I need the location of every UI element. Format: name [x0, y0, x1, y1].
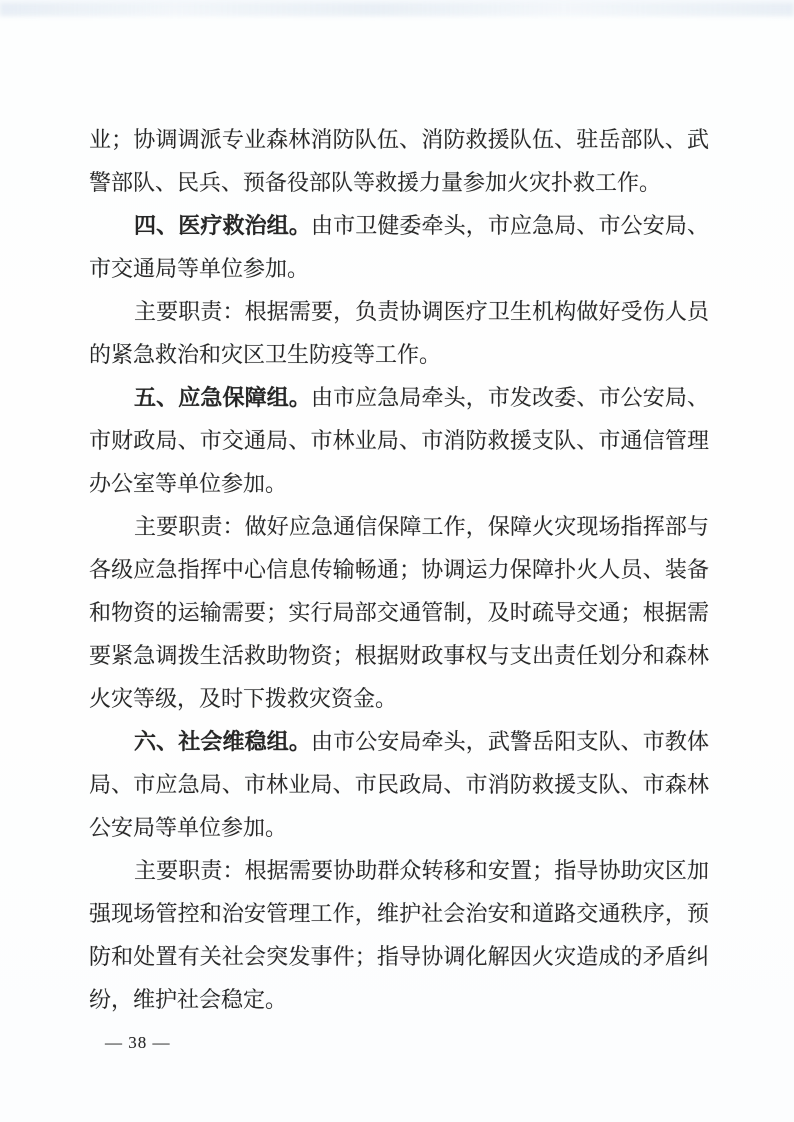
document-body	[89, 118, 709, 1021]
body-text: 由市应急局牵头，市发改委、市公安局、	[310, 385, 709, 410]
body-text: 要紧急调拨生活救助物资；根据财政事权与支出责任划分和森林	[89, 643, 709, 668]
body-text: 强现场管控和治安管理工作，维护社会治安和道路交通秩序，预	[89, 901, 709, 926]
section-heading: 六、社会维稳组。	[134, 729, 311, 754]
text-line	[89, 634, 709, 677]
text-line	[89, 247, 709, 290]
text-line	[89, 290, 709, 333]
text-line	[89, 591, 709, 634]
body-text: 和物资的运输需要；实行局部交通管制，及时疏导交通；根据需	[89, 600, 709, 625]
body-text: 警部队、民兵、预备役部队等救援力量参加火灾扑救工作。	[89, 170, 662, 195]
text-line	[89, 505, 709, 548]
body-text: 公安局等单位参加。	[89, 815, 288, 840]
text-line	[89, 720, 709, 763]
page-number: — 38 —	[105, 1033, 171, 1052]
text-line	[89, 677, 709, 720]
text-line	[89, 849, 709, 892]
body-text: 主要职责：根据需要协助群众转移和安置；指导协助灾区加	[134, 858, 709, 883]
body-text: 的紧急救治和灾区卫生防疫等工作。	[89, 342, 442, 367]
body-text: 防和处置有关社会突发事件；指导协调化解因火灾造成的矛盾纠	[89, 944, 709, 969]
text-line	[89, 763, 709, 806]
body-text: 局、市应急局、市林业局、市民政局、市消防救援支队、市森林	[89, 772, 709, 797]
text-line	[89, 935, 709, 978]
text-line	[89, 161, 709, 204]
text-line	[89, 419, 709, 462]
body-text: 业；协调调派专业森林消防队伍、消防救援队伍、驻岳部队、武	[89, 127, 709, 152]
section-heading: 五、应急保障组。	[134, 385, 311, 410]
body-text: 由市公安局牵头，武警岳阳支队、市教体	[310, 729, 709, 754]
body-text: 各级应急指挥中心信息传输畅通；协调运力保障扑火人员、装备	[89, 557, 709, 582]
body-text: 市财政局、市交通局、市林业局、市消防救援支队、市通信管理	[89, 428, 709, 453]
section-heading: 四、医疗救治组。	[134, 213, 311, 238]
body-text: 纷，维护社会稳定。	[89, 987, 288, 1012]
text-line	[89, 978, 709, 1021]
body-text: 主要职责：做好应急通信保障工作，保障火灾现场指挥部与	[134, 514, 709, 539]
text-line	[89, 204, 709, 247]
text-line	[89, 118, 709, 161]
text-line	[89, 376, 709, 419]
text-line	[89, 333, 709, 376]
text-line	[89, 892, 709, 935]
text-line	[89, 462, 709, 505]
body-text: 由市卫健委牵头，市应急局、市公安局、	[310, 213, 709, 238]
body-text: 办公室等单位参加。	[89, 471, 288, 496]
scan-artifact-band	[0, 3, 794, 16]
text-line	[89, 806, 709, 849]
text-line	[89, 548, 709, 591]
body-text: 市交通局等单位参加。	[89, 256, 310, 281]
body-text: 火灾等级，及时下拨救灾资金。	[89, 686, 398, 711]
body-text: 主要职责：根据需要，负责协调医疗卫生机构做好受伤人员	[134, 299, 709, 324]
